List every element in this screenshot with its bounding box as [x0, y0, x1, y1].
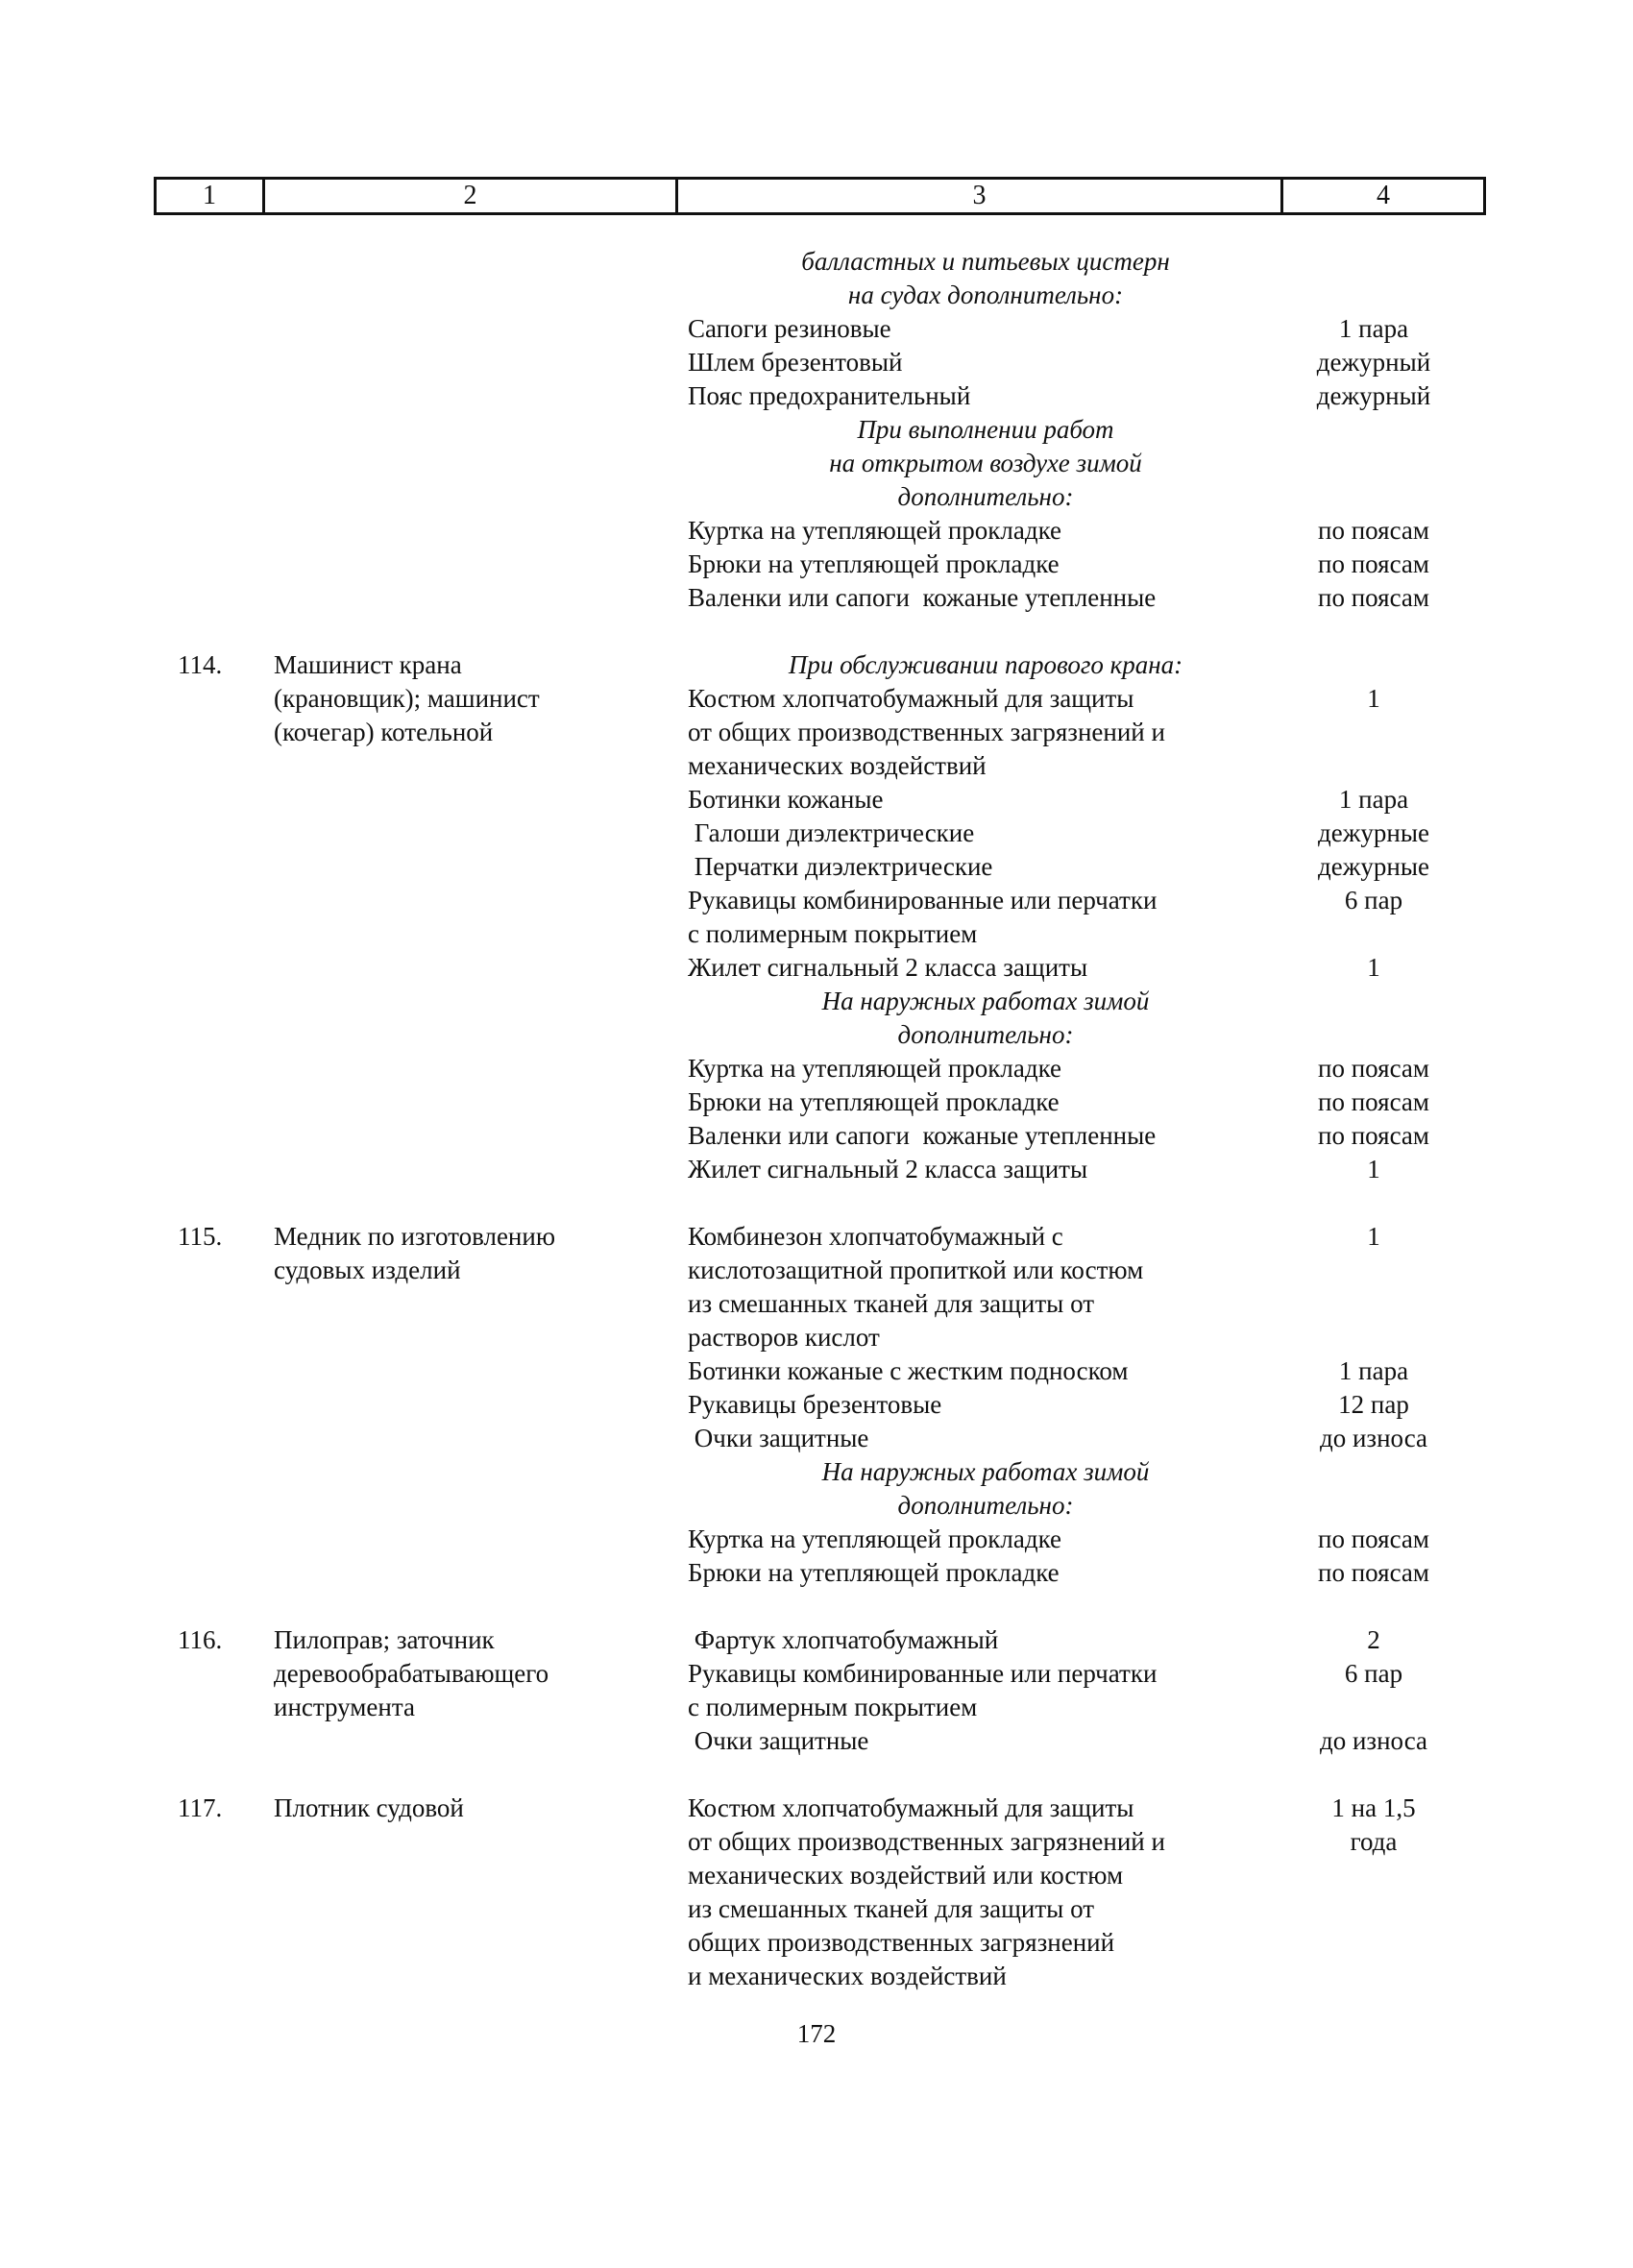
issue-norm: дежурный: [1316, 381, 1431, 410]
protective-item: Жилет сигнальный 2 класса защиты: [688, 953, 1088, 982]
protective-item: от общих производственных загрязнений и: [688, 1827, 1165, 1856]
page-number: 172: [796, 2019, 837, 2048]
condition-heading: При выполнении работ: [857, 415, 1114, 444]
issue-norm: по поясам: [1318, 1087, 1429, 1116]
column-header-table: [154, 177, 1486, 215]
condition-heading: дополнительно:: [897, 1491, 1074, 1520]
protective-item: Рукавицы комбинированные или перчатки: [688, 1659, 1158, 1688]
protective-item: из смешанных тканей для защиты от: [688, 1894, 1095, 1923]
issue-norm: 6 пар: [1344, 886, 1403, 915]
protective-item: Куртка на утепляющей прокладке: [688, 516, 1062, 545]
protective-item: от общих производственных загрязнений и: [688, 718, 1165, 746]
protective-item: механических воздействий или костюм: [688, 1861, 1124, 1890]
protective-item: Перчатки диэлектрические: [688, 852, 993, 881]
profession-line: Машинист крана: [274, 650, 462, 679]
profession-line: Медник по изготовлению: [274, 1222, 556, 1251]
profession-line: деревообрабатывающего: [274, 1659, 549, 1688]
entry-number: 117.: [178, 1793, 223, 1822]
issue-norm: по поясам: [1318, 1121, 1429, 1150]
issue-norm: по поясам: [1318, 549, 1429, 578]
entry-number: 115.: [178, 1222, 223, 1251]
protective-item: Рукавицы комбинированные или перчатки: [688, 886, 1158, 915]
issue-norm: дежурные: [1318, 818, 1429, 847]
profession-line: Пилоправ; заточник: [274, 1625, 495, 1654]
issue-norm: по поясам: [1318, 1524, 1429, 1553]
issue-norm: по поясам: [1318, 583, 1429, 612]
column-header-2: 2: [265, 180, 678, 212]
protective-item: Рукавицы брезентовые: [688, 1390, 942, 1419]
profession-line: судовых изделий: [274, 1256, 461, 1284]
protective-item: механических воздействий: [688, 751, 987, 780]
protective-item: Ботинки кожаные с жестким подноском: [688, 1356, 1129, 1385]
protective-item: Куртка на утепляющей прокладке: [688, 1054, 1062, 1083]
issue-norm: 6 пар: [1344, 1659, 1403, 1688]
protective-item: Валенки или сапоги кожаные утепленные: [688, 583, 1157, 612]
profession-line: (кочегар) котельной: [274, 718, 494, 746]
condition-heading: на судах дополнительно:: [847, 280, 1124, 309]
protective-item: с полимерным покрытием: [688, 919, 978, 948]
protective-item: Сапоги резиновые: [688, 314, 891, 343]
profession-line: (крановщик); машинист: [274, 684, 540, 713]
issue-norm: по поясам: [1318, 1558, 1429, 1587]
protective-item: Брюки на утепляющей прокладке: [688, 1087, 1060, 1116]
protective-item: Брюки на утепляющей прокладке: [688, 549, 1060, 578]
column-header-4: 4: [1377, 181, 1390, 210]
protective-item: с полимерным покрытием: [688, 1693, 978, 1721]
column-header-3: 3: [678, 180, 1283, 212]
condition-heading: дополнительно:: [897, 482, 1074, 511]
profession-line: Плотник судовой: [274, 1793, 464, 1822]
protective-item: Брюки на утепляющей прокладке: [688, 1558, 1060, 1587]
issue-norm: 1 пара: [1338, 785, 1409, 814]
protective-item: Костюм хлопчатобумажный для защиты: [688, 1793, 1134, 1822]
protective-item: Куртка на утепляющей прокладке: [688, 1524, 1062, 1553]
protective-item: Валенки или сапоги кожаные утепленные: [688, 1121, 1157, 1150]
profession-line: инструмента: [274, 1693, 415, 1721]
column-header-1: 1: [157, 180, 265, 212]
protective-item: Фартук хлопчатобумажный: [688, 1625, 999, 1654]
protective-item: Комбинезон хлопчатобумажный с: [688, 1222, 1063, 1251]
protective-item: кислотозащитной пропиткой или костюм: [688, 1256, 1144, 1284]
condition-heading: балластных и питьевых цистерн: [801, 247, 1170, 276]
condition-heading: На наружных работах зимой: [821, 1457, 1150, 1486]
issue-norm: 1: [1367, 1222, 1380, 1251]
entry-number: 116.: [178, 1625, 223, 1654]
condition-heading: дополнительно:: [897, 1020, 1074, 1049]
issue-norm: по поясам: [1318, 516, 1429, 545]
issue-norm: дежурный: [1316, 348, 1431, 377]
issue-norm: 2: [1367, 1625, 1380, 1654]
protective-item: Очки защитные: [688, 1424, 869, 1452]
condition-heading: При обслуживании парового крана:: [788, 650, 1183, 679]
issue-norm: 1 на 1,5: [1331, 1793, 1416, 1822]
issue-norm: 1 пара: [1338, 1356, 1409, 1385]
issue-norm: 1: [1367, 953, 1380, 982]
protective-item: Шлем брезентовый: [688, 348, 903, 377]
protective-item: и механических воздействий: [688, 1962, 1007, 1990]
protective-item: Жилет сигнальный 2 класса защиты: [688, 1155, 1088, 1183]
entry-number: 114.: [178, 650, 223, 679]
protective-item: Очки защитные: [688, 1726, 869, 1755]
protective-item: Костюм хлопчатобумажный для защиты: [688, 684, 1134, 713]
protective-item: Галоши диэлектрические: [688, 818, 975, 847]
issue-norm: 1 пара: [1338, 314, 1409, 343]
protective-item: из смешанных тканей для защиты от: [688, 1289, 1095, 1318]
issue-norm: до износа: [1319, 1424, 1428, 1452]
issue-norm: 1: [1367, 1155, 1380, 1183]
issue-norm: 1: [1367, 684, 1380, 713]
issue-norm: до износа: [1319, 1726, 1428, 1755]
issue-norm: по поясам: [1318, 1054, 1429, 1083]
condition-heading: На наружных работах зимой: [821, 987, 1150, 1015]
condition-heading: на открытом воздухе зимой: [829, 449, 1142, 477]
protective-item: общих производственных загрязнений: [688, 1928, 1115, 1957]
protective-item: Пояс предохранительный: [688, 381, 971, 410]
protective-item: Ботинки кожаные: [688, 785, 884, 814]
protective-item: растворов кислот: [688, 1323, 880, 1352]
issue-norm: года: [1350, 1827, 1398, 1856]
issue-norm: дежурные: [1318, 852, 1429, 881]
issue-norm: 12 пар: [1338, 1390, 1409, 1419]
